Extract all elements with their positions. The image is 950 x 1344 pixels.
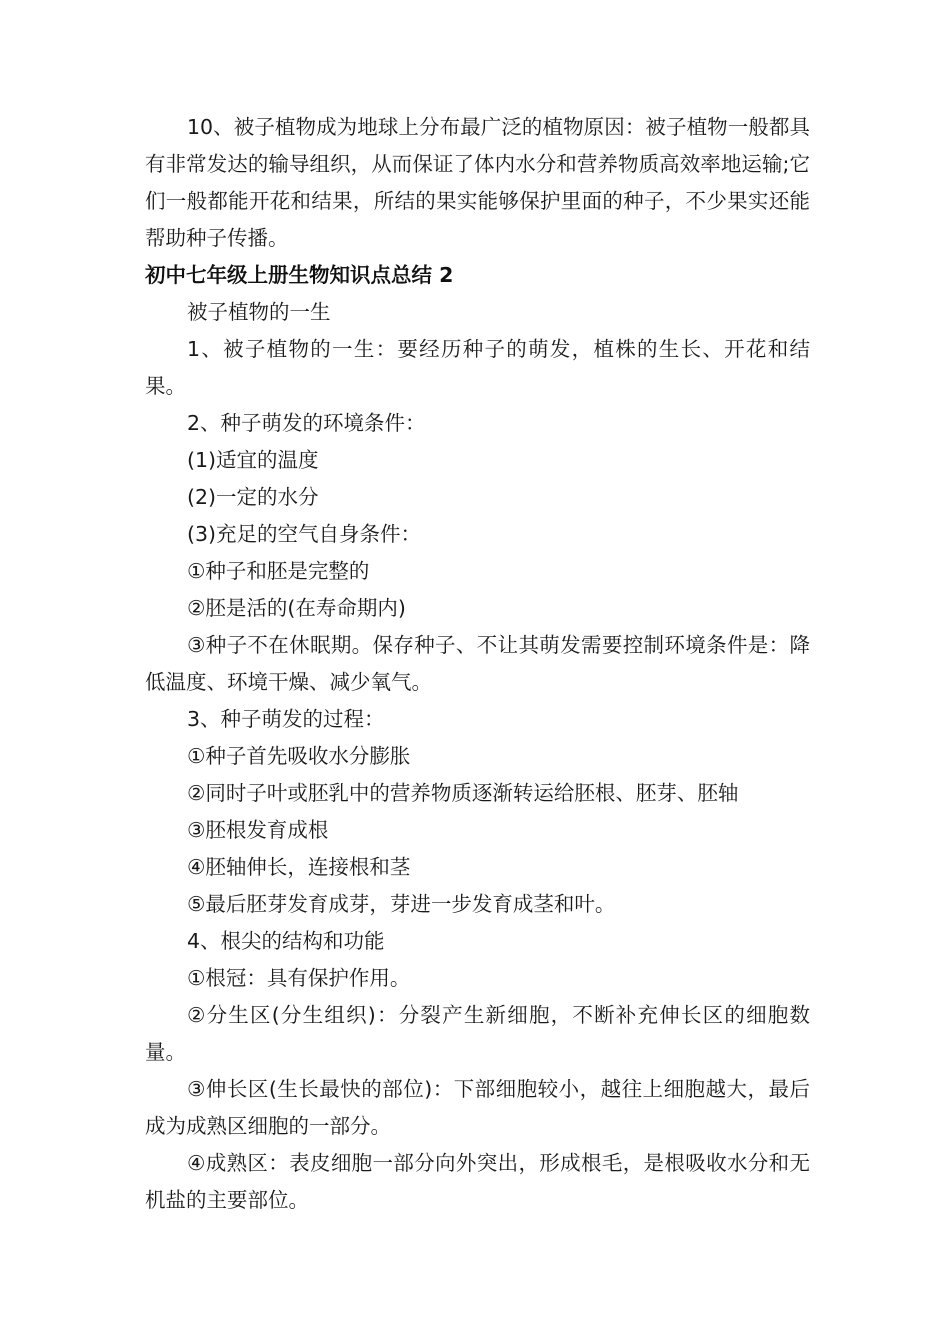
list-item-temperature: (1)适宜的温度 (187, 448, 319, 472)
list-item-root-cap: ①根冠：具有保护作用。 (187, 966, 411, 990)
paragraph-angiosperm-distribution: 10、被子植物成为地球上分布最广泛的植物原因：被子植物一般都具有非常发达的输导组织，从而保证了体内水分和营养物质高效率地运输;它们一般都能开花和结果，所结的果实能够保护里面的种子，不少果实还能帮助种子传播。 (145, 115, 810, 250)
list-item-embryo-complete: ①种子和胚是完整的 (187, 559, 370, 583)
paragraph-root-tip: 4、根尖的结构和功能 (187, 929, 385, 953)
section-heading: 初中七年级上册生物知识点总结 2 (145, 263, 454, 287)
list-item-plumule: ⑤最后胚芽发育成芽，芽进一步发育成茎和叶。 (187, 892, 616, 916)
list-item-embryo-alive: ②胚是活的(在寿命期内) (187, 596, 406, 620)
list-item-not-dormant: ③种子不在休眠期。保存种子、不让其萌发需要控制环境条件是：降低温度、环境干燥、减少氧气。 (145, 633, 810, 694)
list-item-nutrient-transfer: ②同时子叶或胚乳中的营养物质逐渐转运给胚根、胚芽、胚轴 (187, 781, 739, 805)
paragraph-subtitle-life-cycle: 被子植物的一生 (187, 300, 331, 324)
list-item-meristem: ②分生区(分生组织)：分裂产生新细胞，不断补充伸长区的细胞数量。 (145, 1003, 810, 1064)
list-item-water: (2)一定的水分 (187, 485, 319, 509)
list-item-elongation-zone: ③伸长区(生长最快的部位)：下部细胞较小，越往上细胞越大，最后成为成熟区细胞的一部分。 (145, 1077, 810, 1138)
paragraph-germination-conditions: 2、种子萌发的环境条件： (187, 411, 426, 435)
list-item-absorb-water: ①种子首先吸收水分膨胀 (187, 744, 411, 768)
list-item-radicle: ③胚根发育成根 (187, 818, 329, 842)
list-item-maturation-zone: ④成熟区：表皮细胞一部分向外突出，形成根毛，是根吸收水分和无机盐的主要部位。 (145, 1151, 810, 1212)
list-item-air: (3)充足的空气自身条件： (187, 522, 422, 546)
document-body (145, 109, 810, 1219)
paragraph-life-cycle: 1、被子植物的一生：要经历种子的萌发，植株的生长、开花和结果。 (145, 337, 810, 398)
list-item-hypocotyl: ④胚轴伸长，连接根和茎 (187, 855, 411, 879)
paragraph-germination-process: 3、种子萌发的过程： (187, 707, 385, 731)
